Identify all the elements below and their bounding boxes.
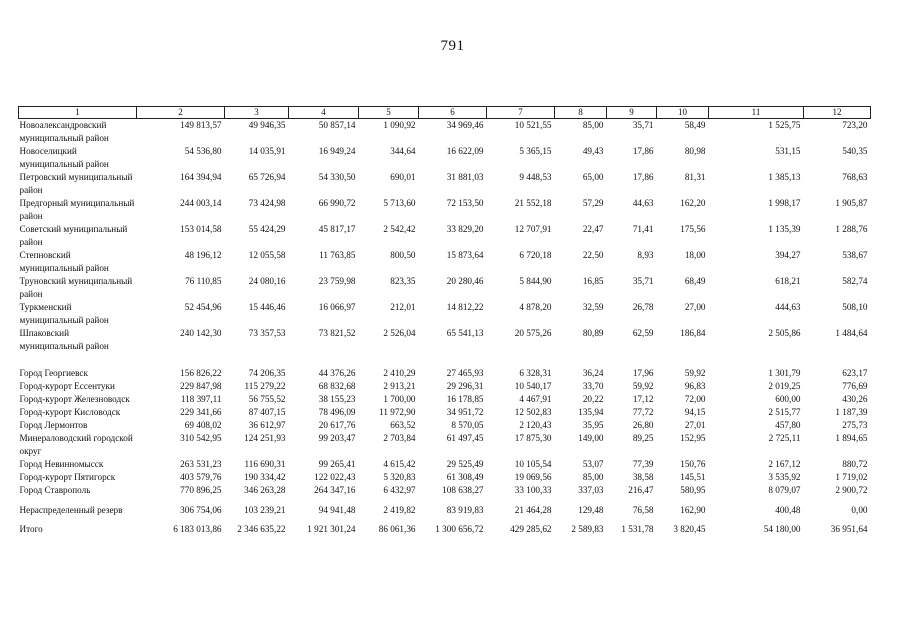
column-header-3: 3 (225, 107, 289, 119)
cell-col-9: 38,58 (632, 472, 654, 482)
cell-col-2: 229 847,98 (180, 381, 222, 391)
cell-col-6: 108 638,27 (442, 485, 484, 495)
cell-col-5: 1 700,00 (383, 394, 416, 404)
cell-col-7: 21 464,28 (514, 505, 552, 515)
cell-col-7: 5 365,15 (519, 146, 552, 156)
cell-col-7: 429 285,62 (510, 524, 552, 534)
cell-col-7: 6 328,31 (519, 368, 552, 378)
row-name: Труновский муниципальный район (19, 276, 133, 299)
cell-col-11: 531,15 (775, 146, 801, 156)
table-row (19, 393, 871, 406)
cell-col-5: 690,01 (390, 172, 416, 182)
cell-col-10: 68,49 (684, 276, 706, 286)
cell-col-12: 776,69 (842, 381, 868, 391)
cell-col-7: 20 575,26 (514, 328, 552, 338)
cell-col-9: 35,71 (632, 120, 654, 130)
cell-col-9: 26,78 (632, 302, 654, 312)
cell-col-12: 1 905,87 (835, 198, 868, 208)
cell-col-8: 32,59 (582, 302, 604, 312)
table-row (19, 497, 871, 517)
cell-col-6: 34 951,72 (446, 407, 484, 417)
cell-col-12: 1 894,65 (835, 433, 868, 443)
cell-col-4: 99 265,41 (318, 459, 356, 469)
cell-col-8: 85,00 (582, 120, 604, 130)
cell-col-10: 150,76 (680, 459, 706, 469)
cell-col-10: 18,00 (684, 250, 706, 260)
cell-col-10: 186,84 (680, 328, 706, 338)
row-name: Степновский муниципальный район (19, 250, 109, 273)
table-body (19, 119, 871, 537)
cell-col-9: 77,39 (632, 459, 654, 469)
cell-col-6: 15 873,64 (446, 250, 484, 260)
cell-col-11: 3 535,92 (768, 472, 801, 482)
cell-col-3: 56 755,52 (248, 394, 286, 404)
cell-col-8: 33,70 (582, 381, 604, 391)
cell-col-7: 2 120,43 (519, 420, 552, 430)
cell-col-9: 8,93 (637, 250, 654, 260)
cell-col-3: 103 239,21 (244, 505, 286, 515)
cell-col-4: 68 832,68 (318, 381, 356, 391)
cell-col-11: 2 019,25 (768, 381, 801, 391)
cell-col-7: 21 552,18 (514, 198, 552, 208)
cell-col-3: 190 334,42 (244, 472, 286, 482)
cell-col-3: 15 446,46 (248, 302, 286, 312)
cell-col-12: 768,63 (842, 172, 868, 182)
column-header-4: 4 (289, 107, 359, 119)
cell-col-11: 444,63 (775, 302, 801, 312)
cell-col-12: 623,17 (842, 368, 868, 378)
cell-col-11: 2 725,11 (768, 433, 801, 443)
cell-col-9: 17,96 (632, 368, 654, 378)
cell-col-3: 124 251,93 (244, 433, 286, 443)
row-name: Город-курорт Железноводск (19, 394, 130, 404)
cell-col-2: 770 896,25 (180, 485, 222, 495)
cell-col-5: 4 615,42 (383, 459, 416, 469)
cell-col-5: 663,52 (390, 420, 416, 430)
table-row (19, 301, 871, 327)
cell-col-5: 86 061,36 (378, 524, 416, 534)
cell-col-6: 61 497,45 (446, 433, 484, 443)
cell-col-2: 403 579,76 (180, 472, 222, 482)
cell-col-7: 33 100,33 (514, 485, 552, 495)
cell-col-3: 36 612,97 (248, 420, 286, 430)
cell-col-8: 49,43 (582, 146, 604, 156)
cell-col-2: 240 142,30 (180, 328, 222, 338)
cell-col-10: 27,00 (684, 302, 706, 312)
cell-col-10: 162,20 (680, 198, 706, 208)
cell-col-3: 115 279,22 (244, 381, 286, 391)
cell-col-2: 149 813,57 (180, 120, 222, 130)
cell-col-11: 1 998,17 (768, 198, 801, 208)
column-header-8: 8 (555, 107, 607, 119)
cell-col-12: 0,00 (851, 505, 868, 515)
cell-col-9: 216,47 (628, 485, 654, 495)
cell-col-12: 36 951,64 (830, 524, 868, 534)
cell-col-5: 212,01 (390, 302, 416, 312)
cell-col-8: 2 589,83 (571, 524, 604, 534)
cell-col-9: 26,80 (632, 420, 654, 430)
table-row (19, 327, 871, 353)
cell-col-9: 35,71 (632, 276, 654, 286)
cell-col-4: 50 857,14 (318, 120, 356, 130)
cell-col-3: 55 424,29 (248, 224, 286, 234)
row-name: Итого (19, 524, 43, 534)
cell-col-8: 35,95 (582, 420, 604, 430)
cell-col-9: 59,92 (632, 381, 654, 391)
table-row (19, 484, 871, 497)
spacer-row (19, 353, 871, 367)
cell-col-10: 152,95 (680, 433, 706, 443)
cell-col-4: 78 496,09 (318, 407, 356, 417)
table-row (19, 406, 871, 419)
table-row (19, 119, 871, 146)
cell-col-2: 164 394,94 (180, 172, 222, 182)
cell-col-6: 29 296,31 (446, 381, 484, 391)
cell-col-2: 153 014,58 (180, 224, 222, 234)
cell-col-12: 540,35 (842, 146, 868, 156)
cell-col-12: 538,67 (842, 250, 868, 260)
cell-col-9: 76,58 (632, 505, 654, 515)
column-header-10: 10 (657, 107, 709, 119)
cell-col-4: 38 155,23 (318, 394, 356, 404)
table-row (19, 432, 871, 458)
cell-col-12: 582,74 (842, 276, 868, 286)
row-name: Туркменский муниципальный район (19, 302, 109, 325)
row-name: Новоселицкий муниципальный район (19, 146, 109, 169)
table-row (19, 171, 871, 197)
table-row (19, 145, 871, 171)
column-header-5: 5 (359, 107, 419, 119)
cell-col-3: 2 346 635,22 (237, 524, 286, 534)
table-row (19, 249, 871, 275)
cell-col-11: 1 301,79 (768, 368, 801, 378)
cell-col-7: 10 540,17 (514, 381, 552, 391)
cell-col-7: 4 878,20 (519, 302, 552, 312)
cell-col-2: 6 183 013,86 (173, 524, 222, 534)
cell-col-2: 156 826,22 (180, 368, 222, 378)
row-name: Новоалександровский муниципальный район (19, 120, 109, 143)
cell-col-9: 1 531,78 (621, 524, 654, 534)
row-name: Минераловодский городской округ (19, 433, 133, 456)
cell-col-5: 800,50 (390, 250, 416, 260)
table-row (19, 380, 871, 393)
cell-col-2: 306 754,06 (180, 505, 222, 515)
column-header-9: 9 (607, 107, 657, 119)
cell-col-10: 175,56 (680, 224, 706, 234)
cell-col-6: 20 280,46 (446, 276, 484, 286)
cell-col-7: 12 502,83 (514, 407, 552, 417)
cell-col-2: 48 196,12 (184, 250, 222, 260)
cell-col-9: 17,86 (632, 172, 654, 182)
cell-col-3: 87 407,15 (248, 407, 286, 417)
cell-col-3: 14 035,91 (248, 146, 286, 156)
cell-col-5: 823,35 (390, 276, 416, 286)
column-header-2: 2 (137, 107, 225, 119)
cell-col-8: 65,00 (582, 172, 604, 182)
cell-col-7: 19 069,56 (514, 472, 552, 482)
cell-col-6: 61 308,49 (446, 472, 484, 482)
cell-col-11: 1 525,75 (768, 120, 801, 130)
cell-col-12: 1 187,39 (835, 407, 868, 417)
cell-col-6: 31 881,03 (446, 172, 484, 182)
cell-col-7: 5 844,90 (519, 276, 552, 286)
cell-col-11: 618,21 (775, 276, 801, 286)
cell-col-4: 54 330,50 (318, 172, 356, 182)
cell-col-4: 16 066,97 (318, 302, 356, 312)
row-name: Предгорный муниципальный район (19, 198, 135, 221)
cell-col-2: 263 531,23 (180, 459, 222, 469)
cell-col-8: 16,85 (582, 276, 604, 286)
cell-col-12: 2 900,72 (835, 485, 868, 495)
cell-col-5: 2 703,84 (383, 433, 416, 443)
cell-col-8: 36,24 (582, 368, 604, 378)
cell-col-2: 54 536,80 (184, 146, 222, 156)
cell-col-5: 2 410,29 (383, 368, 416, 378)
cell-col-10: 59,92 (684, 368, 706, 378)
cell-col-8: 53,07 (582, 459, 604, 469)
cell-col-2: 69 408,02 (184, 420, 222, 430)
cell-col-5: 6 432,97 (383, 485, 416, 495)
cell-col-8: 129,48 (578, 505, 604, 515)
cell-col-3: 12 055,58 (248, 250, 286, 260)
cell-col-4: 11 763,85 (319, 250, 356, 260)
cell-col-10: 162,90 (680, 505, 706, 515)
cell-col-11: 2 505,86 (768, 328, 801, 338)
cell-col-4: 94 941,48 (318, 505, 356, 515)
cell-col-5: 5 713,60 (383, 198, 416, 208)
total-row (19, 517, 871, 536)
cell-col-5: 5 320,83 (383, 472, 416, 482)
cell-col-5: 11 972,90 (379, 407, 416, 417)
cell-col-10: 145,51 (680, 472, 706, 482)
cell-col-11: 2 167,12 (768, 459, 801, 469)
cell-col-10: 81,31 (684, 172, 706, 182)
cell-col-12: 275,73 (842, 420, 868, 430)
table-row (19, 367, 871, 380)
cell-col-2: 229 341,66 (180, 407, 222, 417)
cell-col-3: 116 690,31 (244, 459, 286, 469)
cell-col-11: 1 135,39 (768, 224, 801, 234)
row-name: Шпаковский муниципальный район (19, 328, 109, 351)
cell-col-4: 20 617,76 (318, 420, 356, 430)
cell-col-4: 16 949,24 (318, 146, 356, 156)
cell-col-3: 49 946,35 (248, 120, 286, 130)
table-row (19, 471, 871, 484)
cell-col-10: 80,98 (684, 146, 706, 156)
spacer-cell (19, 353, 871, 367)
cell-col-8: 149,00 (578, 433, 604, 443)
cell-col-9: 62,59 (632, 328, 654, 338)
cell-col-3: 74 206,35 (248, 368, 286, 378)
column-header-6: 6 (419, 107, 487, 119)
cell-col-10: 27,01 (684, 420, 706, 430)
cell-col-3: 24 080,16 (248, 276, 286, 286)
cell-col-6: 33 829,20 (446, 224, 484, 234)
cell-col-4: 264 347,16 (314, 485, 356, 495)
cell-col-6: 8 570,05 (451, 420, 484, 430)
row-name: Город-курорт Ессентуки (19, 381, 115, 391)
cell-col-6: 1 300 656,72 (435, 524, 484, 534)
cell-col-6: 27 465,93 (446, 368, 484, 378)
cell-col-5: 2 419,82 (383, 505, 416, 515)
cell-col-6: 16 622,09 (446, 146, 484, 156)
row-name: Город-курорт Кисловодск (19, 407, 121, 417)
cell-col-3: 73 357,53 (248, 328, 286, 338)
cell-col-12: 1 719,02 (835, 472, 868, 482)
column-header-1: 1 (19, 107, 137, 119)
cell-col-6: 16 178,85 (446, 394, 484, 404)
cell-col-8: 22,47 (582, 224, 604, 234)
cell-col-10: 580,95 (680, 485, 706, 495)
table-row (19, 419, 871, 432)
cell-col-11: 54 180,00 (763, 524, 801, 534)
cell-col-4: 1 921 301,24 (307, 524, 356, 534)
cell-col-7: 9 448,53 (519, 172, 552, 182)
cell-col-8: 85,00 (582, 472, 604, 482)
table-row (19, 275, 871, 301)
row-name: Город Георгиевск (19, 368, 88, 378)
cell-col-7: 6 720,18 (519, 250, 552, 260)
row-name: Советский муниципальный район (19, 224, 128, 247)
cell-col-10: 72,00 (684, 394, 706, 404)
cell-col-9: 17,12 (632, 394, 654, 404)
cell-col-4: 66 990,72 (318, 198, 356, 208)
cell-col-7: 4 467,91 (519, 394, 552, 404)
cell-col-8: 57,29 (582, 198, 604, 208)
cell-col-7: 10 521,55 (514, 120, 552, 130)
cell-col-5: 344,64 (390, 146, 416, 156)
cell-col-6: 83 919,83 (446, 505, 484, 515)
column-header-11: 11 (709, 107, 804, 119)
cell-col-11: 400,48 (775, 505, 801, 515)
row-name: Город Лермонтов (19, 420, 88, 430)
cell-col-3: 73 424,98 (248, 198, 286, 208)
cell-col-11: 457,80 (775, 420, 801, 430)
cell-col-12: 880,72 (842, 459, 868, 469)
cell-col-8: 22,50 (582, 250, 604, 260)
cell-col-11: 600,00 (775, 394, 801, 404)
column-header-7: 7 (487, 107, 555, 119)
row-name: Город Невинномысск (19, 459, 104, 469)
table-row (19, 223, 871, 249)
cell-col-5: 2 913,21 (383, 381, 416, 391)
cell-col-11: 1 385,13 (768, 172, 801, 182)
cell-col-10: 3 820,45 (673, 524, 706, 534)
cell-col-7: 12 707,91 (514, 224, 552, 234)
cell-col-2: 52 454,96 (184, 302, 222, 312)
cell-col-12: 430,26 (842, 394, 868, 404)
cell-col-9: 17,86 (632, 146, 654, 156)
cell-col-8: 20,22 (582, 394, 604, 404)
cell-col-4: 122 022,43 (314, 472, 356, 482)
cell-col-7: 10 105,54 (514, 459, 552, 469)
cell-col-4: 73 821,52 (318, 328, 356, 338)
cell-col-12: 1 288,76 (835, 224, 868, 234)
cell-col-2: 76 110,85 (185, 276, 222, 286)
cell-col-4: 45 817,17 (318, 224, 356, 234)
row-name: Город Ставрополь (19, 485, 91, 495)
cell-col-3: 346 263,28 (244, 485, 286, 495)
cell-col-5: 1 090,92 (383, 120, 416, 130)
row-name: Город-курорт Пятигорск (19, 472, 116, 482)
cell-col-8: 337,03 (578, 485, 604, 495)
row-name: Петровский муниципальный район (19, 172, 133, 195)
cell-col-9: 89,25 (632, 433, 654, 443)
cell-col-3: 65 726,94 (248, 172, 286, 182)
cell-col-4: 23 759,98 (318, 276, 356, 286)
cell-col-9: 77,72 (632, 407, 654, 417)
row-name: Нераспределенный резерв (19, 505, 123, 515)
cell-col-10: 58,49 (684, 120, 706, 130)
cell-col-6: 29 525,49 (446, 459, 484, 469)
cell-col-8: 135,94 (578, 407, 604, 417)
cell-col-9: 71,41 (632, 224, 654, 234)
cell-col-6: 65 541,13 (446, 328, 484, 338)
cell-col-9: 44,63 (632, 198, 654, 208)
table-row (19, 458, 871, 471)
cell-col-5: 2 526,04 (383, 328, 416, 338)
cell-col-8: 80,89 (582, 328, 604, 338)
cell-col-11: 8 079,07 (768, 485, 801, 495)
cell-col-10: 96,83 (684, 381, 706, 391)
page-number: 791 (440, 38, 465, 54)
budget-table (18, 106, 871, 536)
header-row (19, 107, 871, 119)
cell-col-2: 118 397,11 (180, 394, 222, 404)
cell-col-6: 14 812,22 (446, 302, 484, 312)
cell-col-4: 44 376,26 (318, 368, 356, 378)
column-header-12: 12 (804, 107, 871, 119)
cell-col-7: 17 875,30 (514, 433, 552, 443)
cell-col-5: 2 542,42 (383, 224, 416, 234)
cell-col-12: 1 484,64 (835, 328, 868, 338)
cell-col-12: 723,20 (842, 120, 868, 130)
cell-col-2: 244 003,14 (180, 198, 222, 208)
table-row (19, 197, 871, 223)
cell-col-6: 72 153,50 (446, 198, 484, 208)
cell-col-11: 394,27 (775, 250, 801, 260)
cell-col-10: 94,15 (684, 407, 706, 417)
cell-col-6: 34 969,46 (446, 120, 484, 130)
cell-col-2: 310 542,95 (180, 433, 222, 443)
cell-col-12: 508,10 (842, 302, 868, 312)
cell-col-4: 99 203,47 (318, 433, 356, 443)
cell-col-11: 2 515,77 (768, 407, 801, 417)
